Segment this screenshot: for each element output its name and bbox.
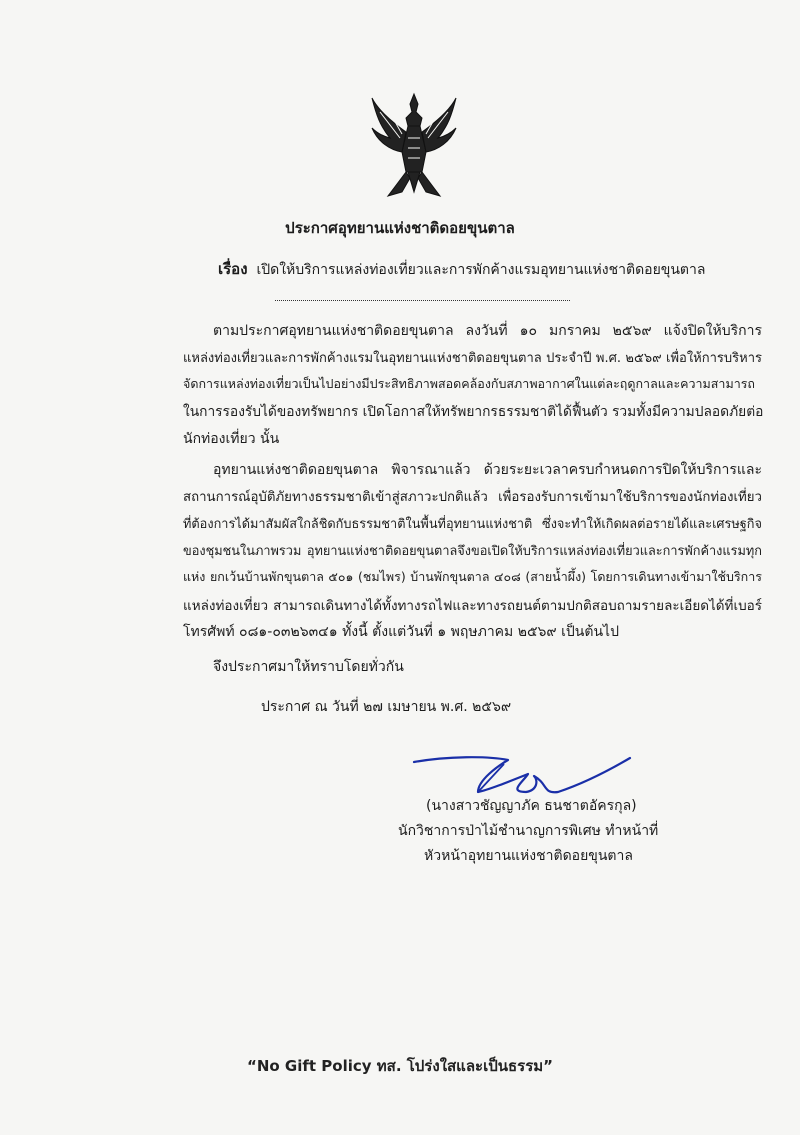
text-line: จัดการแหล่งท่องเที่ยวเป็นไปอย่างมีประสิทธิภาพสอดคล้องกับสภาพอากาศในแต่ละฤดูกาลและความสามารถ: [183, 376, 755, 391]
text-line: อุทยานแห่งชาติดอยขุนตาล พิจารณาแล้ว ด้วยระยะเวลาครบกำหนดการปิดให้บริการและ: [213, 462, 762, 478]
subject-line: [218, 257, 766, 281]
signatory-name: (นางสาวชัญญาภัค ธนชาตอัครกุล): [426, 798, 637, 814]
text-line: นักท่องเที่ยว นั้น: [183, 431, 280, 447]
text-line: แหล่งท่องเที่ยวและการพักค้างแรมในอุทยานแห่งชาติดอยขุนตาล ประจำปี พ.ศ. ๒๕๖๙ เพื่อให้การบริหาร: [183, 351, 762, 366]
separator-dotted-line: [275, 300, 570, 301]
announcement-date: ประกาศ ณ วันที่ ๒๗ เมษายน พ.ศ. ๒๕๖๙: [261, 699, 512, 715]
text-line: ตามประกาศอุทยานแห่งชาติดอยขุนตาล ลงวันที่ ๑๐ มกราคม ๒๕๖๙ แจ้งปิดให้บริการ: [213, 323, 762, 339]
text-line: แห่ง ยกเว้นบ้านพักขุนตาล ๕๐๑ (ชมไพร) บ้านพักขุนตาล ๔๐๘ (สายน้ำผึ้ง) โดยการเดินทางเข้ามาใช้บริการ: [183, 569, 762, 584]
subject-label: เรื่อง: [218, 260, 248, 278]
text-line: โทรศัพท์ ๐๘๑-๐๓๒๖๓๔๑ ทั้งนี้ ตั้งแต่วันที่ ๑ พฤษภาคม ๒๕๖๙ เป็นต้นไป: [183, 624, 619, 640]
signatory-position: นักวิชาการป่าไม้ชำนาญการพิเศษ ทำหน้าที่: [398, 823, 659, 839]
garuda-emblem: [368, 92, 460, 198]
text-line: ที่ต้องการได้มาสัมผัสใกล้ชิดกับธรรมชาติในพื้นที่อุทยานแห่งชาติ ซึ่งจะทำให้เกิดผลต่อรายได้และเศรษฐกิจ: [183, 517, 762, 532]
text-line: สถานการณ์อุบัติภัยทางธรรมชาติเข้าสู่สภาวะปกติแล้ว เพื่อรองรับการเข้ามาใช้บริการของนักท่องเที่ยว: [183, 490, 762, 505]
text-line: ในการรองรับได้ของทรัพยากร เปิดโอกาสให้ทรัพยากรธรรมชาติได้ฟื้นตัว รวมทั้งมีความปลอดภัยต่อ: [183, 404, 764, 420]
footer-slogan: “No Gift Policy ทส. โปร่งใสและเป็นธรรม”: [246, 1057, 554, 1075]
text-line: แหล่งท่องเที่ยว สามารถเดินทางได้ทั้งทางรถไฟและทางรถยนต์ตามปกติสอบถามรายละเอียดได้ที่เบอร์: [183, 598, 762, 614]
announcement-title: ประกาศอุทยานแห่งชาติดอยขุนตาล: [285, 219, 515, 237]
text-line: ของชุมชนในภาพรวม อุทยานแห่งชาติดอยขุนตาลจึงขอเปิดให้บริการแหล่งท่องเที่ยวและการพักค้างแรมทุก: [183, 544, 762, 559]
signatory-role: หัวหน้าอุทยานแห่งชาติดอยขุนตาล: [424, 848, 633, 864]
subject-text: เปิดให้บริการแหล่งท่องเที่ยวและการพักค้างแรมอุทยานแห่งชาติดอยขุนตาล: [256, 262, 706, 278]
closing-text: จึงประกาศมาให้ทราบโดยทั่วกัน: [213, 659, 404, 675]
